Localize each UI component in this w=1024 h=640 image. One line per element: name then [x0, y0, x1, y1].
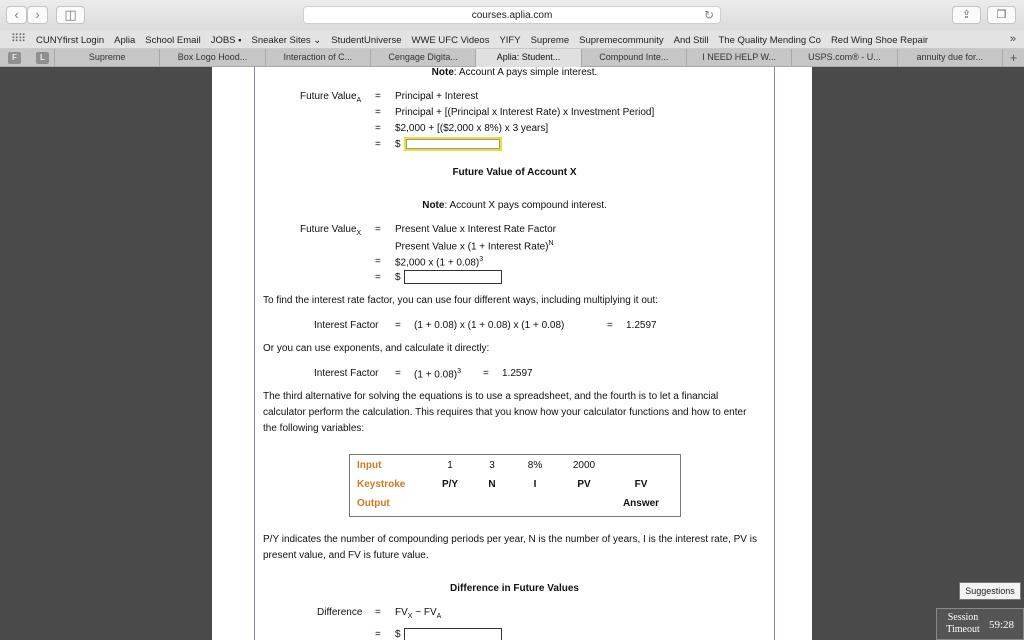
apps-grid-icon[interactable]: ⠿⠿: [11, 33, 26, 45]
paragraph-definitions: P/Y indicates the number of compounding periods per year, N is the number of years, I is the interest rate, PV is present value, and FV is future value.: [263, 534, 757, 561]
bookmark-item[interactable]: JOBS ▪: [210, 35, 242, 46]
bookmark-item[interactable]: Sneaker Sites ⌄: [251, 35, 322, 46]
keystroke-cell: I: [533, 479, 537, 490]
pinned-tab[interactable]: L: [36, 52, 49, 64]
bookmark-item[interactable]: YIFY: [499, 35, 521, 46]
keystroke-cell: P/Y: [441, 479, 459, 490]
more-bookmarks-icon[interactable]: »: [1009, 33, 1016, 45]
fva-line1: Principal + Interest: [395, 91, 479, 102]
difference-heading: Difference in Future Values: [450, 583, 579, 594]
fvx-answer-input[interactable]: [404, 270, 502, 284]
paragraph-calculator: The third alternative for solving the equations is to use a spreadsheet, and the fourth is to let a financial calculator perform the calculation. This requires that you know how your calculator functions and how to enter the following variables:: [263, 391, 747, 434]
new-tab-button[interactable]: [1002, 49, 1024, 67]
input-cell: 3: [489, 460, 495, 471]
keystroke-cell: N: [488, 479, 496, 490]
row-label: Input: [357, 460, 382, 471]
suggestions-button[interactable]: Suggestions: [959, 582, 1021, 600]
fvx-line1: Present Value x Interest Rate Factor: [395, 224, 557, 235]
difference-answer-input[interactable]: [404, 628, 502, 640]
paragraph-four-ways: To find the interest rate factor, you can use four different ways, including multiplying it out:: [263, 295, 659, 306]
interest-factor-expression: $(1 + 0.08)^3$: [414, 368, 461, 381]
browser-tab[interactable]: Interaction of C...: [265, 49, 370, 67]
sidebar-toggle-button[interactable]: [56, 6, 85, 24]
keystroke-cell: FV: [634, 479, 648, 490]
tab-bar: [0, 49, 1024, 67]
bookmark-list: [36, 30, 994, 49]
dollar-sign: $: [395, 272, 401, 283]
browser-tab[interactable]: Box Logo Hood...: [159, 49, 264, 67]
browser-tab[interactable]: Cengage Digita...: [370, 49, 475, 67]
address-bar[interactable]: [303, 6, 721, 24]
interest-factor-value: 1.2597: [502, 368, 533, 379]
equals-sign: =: [395, 368, 401, 379]
keystroke-cell: PV: [577, 479, 591, 490]
browser-tab[interactable]: USPS.com® - U...: [791, 49, 896, 67]
browser-tab[interactable]: Aplia: Student...: [475, 49, 580, 67]
share-button[interactable]: [952, 6, 981, 24]
interest-factor-label: Interest Factor: [314, 320, 379, 331]
note-account-a: Note: Account A pays simple interest.: [431, 67, 598, 78]
equals-sign: =: [375, 272, 381, 283]
sidebar-icon: ◫: [64, 7, 77, 22]
bookmark-item[interactable]: WWE UFC Videos: [411, 35, 490, 46]
browser-tab[interactable]: Compound Inte...: [581, 49, 686, 67]
forward-button[interactable]: [27, 6, 48, 24]
row-label: Output: [357, 498, 390, 509]
chevron-left-icon: ‹: [14, 7, 19, 22]
reload-icon[interactable]: ↻: [703, 8, 714, 22]
equals-sign: =: [375, 139, 381, 150]
session-timeout-panel: [936, 608, 1024, 640]
bookmark-item[interactable]: StudentUniverse: [331, 35, 402, 46]
interest-factor-value: 1.2597: [626, 320, 657, 331]
note-account-x: Note: Account X pays compound interest.: [422, 200, 607, 211]
equals-sign: =: [375, 107, 381, 118]
browser-tab[interactable]: Supreme: [54, 49, 159, 67]
equals-sign: =: [375, 224, 381, 235]
bookmark-item[interactable]: Supremecommunity: [579, 35, 664, 46]
tab-strip: [54, 49, 1002, 67]
output-row: [350, 495, 680, 513]
difference-expression: $FV_X - FV_A$: [395, 607, 442, 620]
fva-line3: $2,000 + [($2,000 x 8%) x 3 years]: [395, 123, 549, 134]
fvx-label: Future Value$_X$: [300, 224, 362, 237]
browser-tab[interactable]: I NEED HELP W...: [686, 49, 791, 67]
browser-toolbar: [0, 0, 1024, 30]
page-content: [212, 67, 812, 640]
output-cell: Answer: [622, 498, 660, 509]
bookmarks-bar: [0, 30, 1024, 49]
bookmark-item[interactable]: Aplia: [114, 35, 136, 46]
fva-label: Future Value$_A$: [300, 91, 362, 104]
fvx-heading: Future Value of Account X: [452, 167, 577, 178]
bookmark-item[interactable]: CUNYfirst Login: [36, 35, 105, 46]
bookmark-item[interactable]: School Email: [145, 35, 201, 46]
back-button[interactable]: [6, 6, 27, 24]
problem-frame: [254, 67, 775, 640]
fvx-line3: $2,000 x $(1 + 0.08)^3$: [395, 256, 484, 269]
tabs-icon: ❐: [996, 9, 1007, 21]
plus-icon: +: [1009, 50, 1018, 65]
dollar-sign: $: [395, 629, 401, 640]
bookmark-item[interactable]: Red Wing Shoe Repair: [830, 35, 929, 46]
equals-sign: =: [395, 320, 401, 331]
equals-sign: =: [375, 256, 381, 267]
input-cell: 8%: [527, 460, 543, 471]
interest-factor-expression: (1 + 0.08) x (1 + 0.08) x (1 + 0.08): [414, 320, 565, 331]
dollar-sign: $: [395, 139, 401, 150]
pinned-tab[interactable]: F: [8, 52, 21, 64]
bookmark-item[interactable]: And Still: [673, 35, 709, 46]
share-icon: ⇪: [961, 9, 972, 21]
show-tabs-button[interactable]: [987, 6, 1016, 24]
row-label: Keystroke: [357, 479, 406, 490]
paragraph-exponents: Or you can use exponents, and calculate it directly:: [263, 343, 490, 354]
chevron-right-icon: ›: [35, 7, 40, 22]
input-cell: 1: [447, 460, 453, 471]
session-timeout-label: Session Timeout: [946, 612, 980, 635]
equals-sign: =: [483, 368, 489, 379]
equals-sign: =: [375, 91, 381, 102]
equals-sign: =: [375, 607, 381, 618]
fva-answer-input[interactable]: [404, 137, 502, 151]
difference-label: Difference: [317, 607, 363, 618]
url-text: courses.aplia.com: [471, 10, 553, 21]
keystroke-row: [350, 476, 680, 494]
fvx-line2: Present Value x (1 + Interest Rate)$^N$: [395, 240, 554, 253]
browser-tab[interactable]: annuity due for...: [897, 49, 1002, 67]
input-row: [350, 457, 680, 475]
equals-sign: =: [375, 629, 381, 640]
fva-line2: Principal + [(Principal x Interest Rate) x Investment Period]: [395, 107, 655, 118]
input-cell: 2000: [572, 460, 596, 471]
bookmark-item[interactable]: Supreme: [530, 35, 570, 46]
equals-sign: =: [375, 123, 381, 134]
equals-sign: =: [607, 320, 613, 331]
session-timer: 59:28: [989, 619, 1015, 631]
bookmark-item[interactable]: The Quality Mending Co: [718, 35, 821, 46]
calculator-table: [349, 454, 681, 517]
interest-factor-label: Interest Factor: [314, 368, 379, 379]
